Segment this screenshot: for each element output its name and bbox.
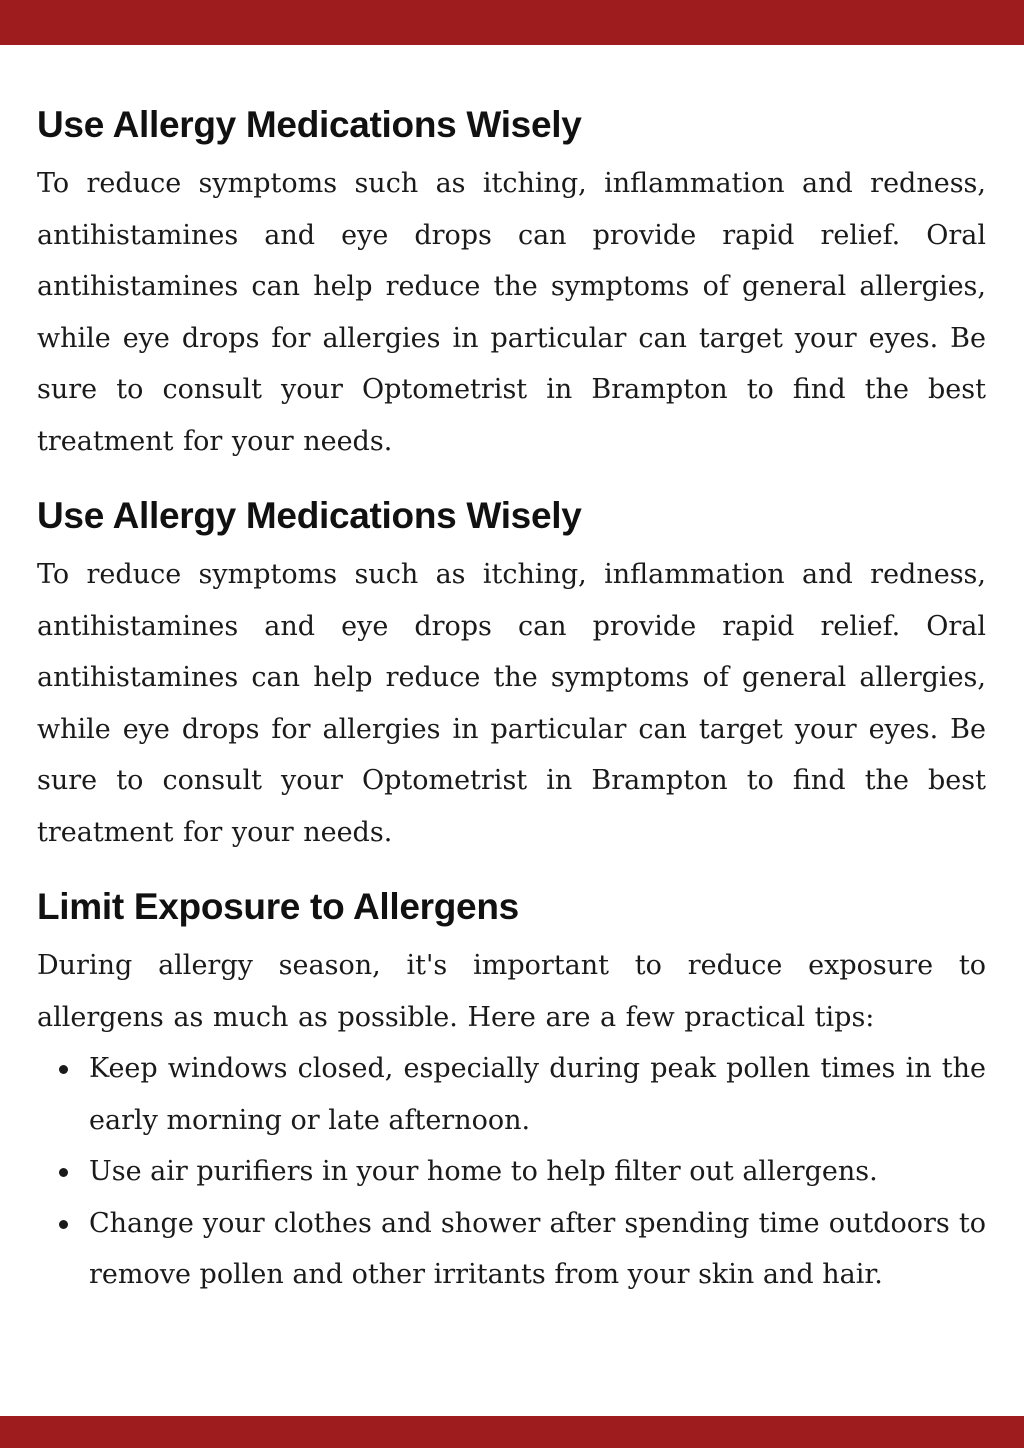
section-body: To reduce symptoms such as itching, inflammation and redness, antihistamines and eye drops can provide rapid relief. Oral antihistamines can help reduce the symptoms of general allergies, while eye drops for allergies in particular can target your eyes. Be sure to consult your Optometrist in Brampton to find the best treatment for your needs. xyxy=(37,168,986,457)
list-item-text: Use air purifiers in your home to help filter out allergens. xyxy=(89,1156,878,1187)
bullet-icon xyxy=(59,1065,68,1074)
article-content xyxy=(37,100,986,1301)
list-item xyxy=(89,1146,986,1198)
section-body: To reduce symptoms such as itching, inflammation and redness, antihistamines and eye drops can provide rapid relief. Oral antihistamines can help reduce the symptoms of general allergies, while eye drops for allergies in particular can target your eyes. Be sure to consult your Optometrist in Brampton to find the best treatment for your needs. xyxy=(37,559,986,848)
section-heading: Use Allergy Medications Wisely xyxy=(37,104,582,145)
section-heading: Limit Exposure to Allergens xyxy=(37,886,519,927)
section-medications-1 xyxy=(37,100,986,467)
list-item-text: Keep windows closed, especially during peak pollen times in the early morning or late afternoon. xyxy=(89,1053,986,1136)
bullet-icon xyxy=(59,1168,68,1177)
list-item-text: Change your clothes and shower after spending time outdoors to remove pollen and other irritants from your skin and hair. xyxy=(89,1207,986,1290)
bullet-icon xyxy=(59,1220,68,1229)
section-body: During allergy season, it's important to reduce exposure to allergens as much as possible. Here are a few practical tips: xyxy=(37,950,986,1033)
section-medications-2 xyxy=(37,491,986,858)
list-item xyxy=(89,1043,986,1146)
tips-list xyxy=(37,1043,986,1301)
top-accent-band xyxy=(0,0,1024,45)
section-limit-exposure xyxy=(37,882,986,1301)
section-heading: Use Allergy Medications Wisely xyxy=(37,495,582,536)
list-item xyxy=(89,1198,986,1301)
bottom-accent-band xyxy=(0,1416,1024,1448)
